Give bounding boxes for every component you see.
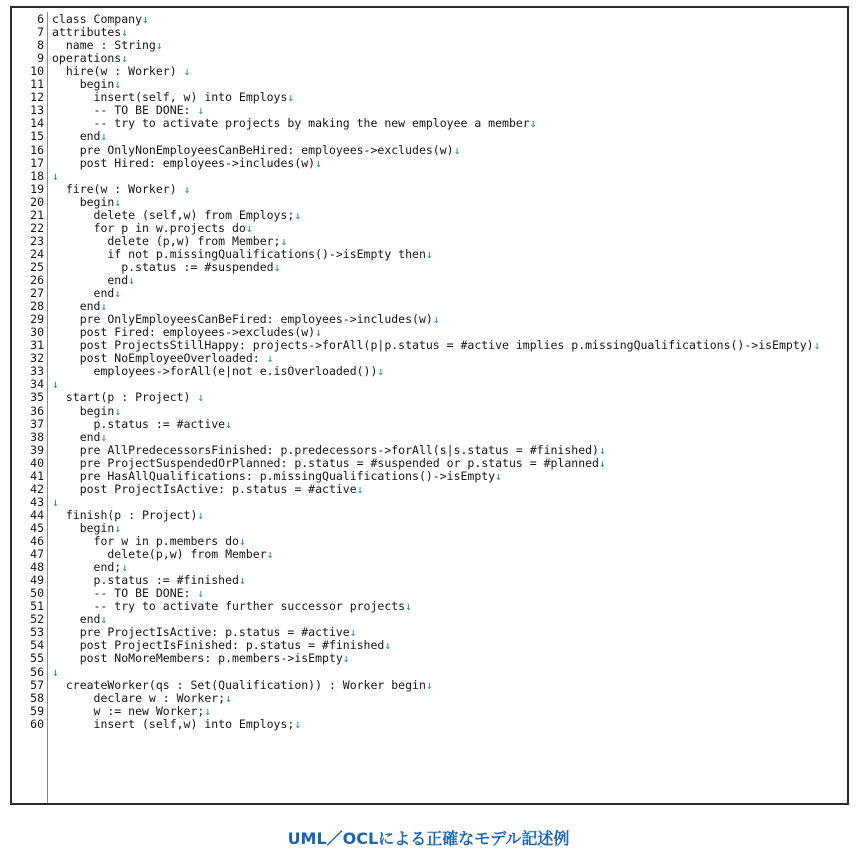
code-text xyxy=(52,90,294,104)
newline-marker-icon: ↓ xyxy=(813,338,821,353)
line-number: 11 xyxy=(30,77,44,92)
code-content: declare w : Worker; xyxy=(52,690,226,705)
code-text xyxy=(52,651,350,665)
line-number: 15 xyxy=(30,129,44,144)
line-number: 45 xyxy=(30,520,44,535)
newline-marker-icon: ↓ xyxy=(453,142,461,157)
code-content: pre HasAllQualifications: p.missingQualifications()->isEmpty xyxy=(52,468,496,483)
code-text xyxy=(52,38,163,52)
code-text xyxy=(52,273,135,287)
line-number: 39 xyxy=(30,442,44,457)
newline-marker-icon: ↓ xyxy=(245,220,253,235)
code-content: employees->forAll(e|not e.isOverloaded()) xyxy=(52,364,378,379)
code-content: start(p : Project) xyxy=(52,390,198,405)
line-number: 26 xyxy=(30,273,44,287)
code-content: -- try to activate further successor projects xyxy=(52,599,406,614)
line-number: 7 xyxy=(37,25,44,40)
line-number: 41 xyxy=(30,468,44,483)
line-number: 49 xyxy=(30,573,44,588)
code-content: p.status := #finished xyxy=(52,573,239,588)
code-content: end xyxy=(52,286,115,301)
code-text xyxy=(52,586,204,600)
code-text xyxy=(52,116,537,130)
newline-marker-icon: ↓ xyxy=(100,299,108,314)
line-number: 10 xyxy=(30,64,44,79)
code-text xyxy=(52,103,204,117)
code-text xyxy=(52,599,412,613)
line-number: 44 xyxy=(30,507,44,522)
line-number: 55 xyxy=(30,651,44,666)
newline-marker-icon: ↓ xyxy=(52,494,59,509)
code-text xyxy=(52,612,107,626)
code-text xyxy=(52,169,59,183)
newline-marker-icon: ↓ xyxy=(238,573,246,588)
line-number: 16 xyxy=(30,142,44,157)
code-text xyxy=(52,638,391,652)
code-text xyxy=(52,221,253,235)
newline-marker-icon: ↓ xyxy=(425,246,433,261)
newline-marker-icon: ↓ xyxy=(432,312,440,327)
code-text xyxy=(52,312,440,326)
newline-marker-icon: ↓ xyxy=(294,716,302,731)
newline-marker-icon: ↓ xyxy=(183,64,191,79)
code-text xyxy=(52,482,364,496)
line-number: 37 xyxy=(30,416,44,431)
code-text xyxy=(52,625,357,639)
line-number: 25 xyxy=(30,259,44,274)
code-content: pre AllPredecessorsFinished: p.predecessors->forAll(s|s.status = #finished) xyxy=(52,442,599,457)
newline-marker-icon: ↓ xyxy=(356,481,364,496)
code-text xyxy=(52,417,232,431)
code-text xyxy=(52,195,121,209)
newline-marker-icon: ↓ xyxy=(197,586,205,601)
code-content: post ProjectsStillHappy: projects->forAll(p|p.status = #active implies p.missingQualifications()->isEmpty) xyxy=(52,338,814,353)
newline-marker-icon: ↓ xyxy=(197,390,205,405)
newline-marker-icon: ↓ xyxy=(142,12,149,26)
newline-marker-icon: ↓ xyxy=(598,442,606,457)
code-text xyxy=(52,469,502,483)
line-number: 34 xyxy=(30,377,44,392)
code-content: end xyxy=(52,612,101,627)
code-content: insert(self, w) into Employs xyxy=(52,90,288,105)
code-content: delete(p,w) from Member xyxy=(52,547,267,562)
code-content: attributes xyxy=(52,25,122,40)
code-content: post NoMoreMembers: p.members->isEmpty xyxy=(52,651,343,666)
code-editor[interactable] xyxy=(10,6,849,805)
code-content: -- TO BE DONE: xyxy=(52,103,198,118)
line-number: 51 xyxy=(30,599,44,614)
code-content: if not p.missingQualifications()->isEmpty then xyxy=(52,246,426,261)
newline-marker-icon: ↓ xyxy=(114,403,122,418)
line-number: 12 xyxy=(30,90,44,105)
line-number: 30 xyxy=(30,325,44,340)
newline-marker-icon: ↓ xyxy=(204,703,212,718)
line-number: 33 xyxy=(30,364,44,379)
line-number: 43 xyxy=(30,494,44,509)
line-number: 18 xyxy=(30,168,44,183)
code-content: end xyxy=(52,273,129,287)
figure-caption: UML／OCLによる正確なモデル記述例 xyxy=(287,829,570,848)
code-content: post NoEmployeeOverloaded: xyxy=(52,351,267,366)
line-number: 9 xyxy=(37,51,44,66)
code-text xyxy=(52,247,433,261)
code-content: class Company xyxy=(52,12,143,26)
line-number: 27 xyxy=(30,286,44,301)
code-text xyxy=(52,64,191,78)
line-number: 24 xyxy=(30,246,44,261)
newline-marker-icon: ↓ xyxy=(266,351,274,366)
code-text xyxy=(52,443,606,457)
line-number: 59 xyxy=(30,703,44,718)
code-content: begin xyxy=(52,403,115,418)
code-content: end xyxy=(52,429,101,444)
code-text xyxy=(52,678,433,692)
code-text xyxy=(52,547,274,561)
newline-marker-icon: ↓ xyxy=(121,25,129,40)
code-text xyxy=(52,77,121,91)
code-content: insert (self,w) into Employs; xyxy=(52,716,295,731)
code-content: begin xyxy=(52,77,115,92)
newline-marker-icon: ↓ xyxy=(495,468,503,483)
code-text xyxy=(52,430,107,444)
newline-marker-icon: ↓ xyxy=(100,429,108,444)
line-number: 38 xyxy=(30,429,44,444)
code-content: finish(p : Project) xyxy=(52,507,198,522)
newline-marker-icon: ↓ xyxy=(52,664,59,679)
code-text xyxy=(52,377,59,391)
line-number: 57 xyxy=(30,677,44,692)
code-content: for w in p.members do xyxy=(52,534,239,548)
line-number: 17 xyxy=(30,155,44,170)
line-number: 54 xyxy=(30,638,44,653)
newline-marker-icon: ↓ xyxy=(225,416,233,431)
newline-marker-icon: ↓ xyxy=(405,599,413,614)
code-content: pre ProjectSuspendedOrPlanned: p.status = #suspended or p.status = #planned xyxy=(52,455,599,470)
newline-marker-icon: ↓ xyxy=(377,364,385,379)
line-number: 29 xyxy=(30,312,44,327)
code-content: pre OnlyEmployeesCanBeFired: employees->includes(w) xyxy=(52,312,433,327)
line-number: 13 xyxy=(30,103,44,118)
code-text xyxy=(52,260,281,274)
code-content: w := new Worker; xyxy=(52,703,205,718)
code-text xyxy=(52,286,121,300)
code-content: operations xyxy=(52,51,122,66)
code-content: name : String xyxy=(52,38,156,53)
line-number: 31 xyxy=(30,338,44,353)
code-text xyxy=(52,182,191,196)
code-text xyxy=(52,364,384,378)
code-content: for p in w.projects do xyxy=(52,220,246,235)
newline-marker-icon: ↓ xyxy=(100,612,108,627)
line-number: 22 xyxy=(30,220,44,235)
code-text xyxy=(52,534,246,548)
newline-marker-icon: ↓ xyxy=(294,207,302,222)
code-text xyxy=(52,299,107,313)
line-number: 60 xyxy=(30,716,44,731)
line-number: 20 xyxy=(30,194,44,209)
code-text xyxy=(52,521,121,535)
line-number: 42 xyxy=(30,481,44,496)
line-number: 21 xyxy=(30,207,44,222)
line-number: 36 xyxy=(30,403,44,418)
code-text xyxy=(52,717,301,731)
line-number: 32 xyxy=(30,351,44,366)
line-number: 14 xyxy=(30,116,44,131)
code-text xyxy=(52,691,232,705)
code-text xyxy=(52,573,246,587)
newline-marker-icon: ↓ xyxy=(342,651,350,666)
code-text xyxy=(52,234,287,248)
newline-marker-icon: ↓ xyxy=(529,116,537,131)
code-text xyxy=(52,338,821,352)
newline-marker-icon: ↓ xyxy=(238,534,246,548)
code-content: p.status := #suspended xyxy=(52,259,274,274)
newline-marker-icon: ↓ xyxy=(225,690,233,705)
line-number: 48 xyxy=(30,560,44,575)
code-text xyxy=(52,143,461,157)
newline-marker-icon: ↓ xyxy=(121,560,129,575)
newline-marker-icon: ↓ xyxy=(121,51,129,66)
code-text xyxy=(52,351,274,365)
code-text xyxy=(52,12,149,26)
line-number: 53 xyxy=(30,625,44,640)
newline-marker-icon: ↓ xyxy=(52,377,59,392)
newline-marker-icon: ↓ xyxy=(425,677,433,692)
code-content: -- try to activate projects by making the new employee a member xyxy=(52,116,530,131)
newline-marker-icon: ↓ xyxy=(315,325,323,340)
newline-marker-icon: ↓ xyxy=(100,129,108,144)
code-text xyxy=(52,25,128,39)
code-content: end xyxy=(52,129,101,144)
newline-marker-icon: ↓ xyxy=(266,547,274,562)
code-content: end; xyxy=(52,560,122,575)
line-number: 40 xyxy=(30,455,44,470)
code-content: pre OnlyNonEmployeesCanBeHired: employees->excludes(w) xyxy=(52,142,454,157)
newline-marker-icon: ↓ xyxy=(197,103,205,118)
code-text xyxy=(52,508,204,522)
code-text xyxy=(52,456,606,470)
code-text xyxy=(52,665,59,679)
line-number: 28 xyxy=(30,299,44,314)
code-content: post Hired: employees->includes(w) xyxy=(52,155,316,170)
line-number: 58 xyxy=(30,690,44,705)
line-number: 46 xyxy=(30,534,44,548)
code-content: begin xyxy=(52,520,115,535)
code-content: post ProjectIsFinished: p.status = #finished xyxy=(52,638,385,653)
newline-marker-icon: ↓ xyxy=(155,38,163,53)
line-number: 56 xyxy=(30,664,44,679)
line-number: 6 xyxy=(37,12,44,26)
newline-marker-icon: ↓ xyxy=(52,168,59,183)
code-content: post Fired: employees->excludes(w) xyxy=(52,325,316,340)
code-text xyxy=(52,325,322,339)
code-content: createWorker(qs : Set(Qualification)) : Worker begin xyxy=(52,677,426,692)
code-content: hire(w : Worker) xyxy=(52,64,184,79)
code-text xyxy=(52,129,107,143)
code-content: fire(w : Worker) xyxy=(52,181,184,196)
line-number: 50 xyxy=(30,586,44,601)
code-content: p.status := #active xyxy=(52,416,226,431)
line-number: 35 xyxy=(30,390,44,405)
code-text xyxy=(52,560,128,574)
code-text xyxy=(52,156,322,170)
line-number: 47 xyxy=(30,547,44,562)
newline-marker-icon: ↓ xyxy=(183,181,191,196)
code-text xyxy=(52,704,211,718)
code-text xyxy=(52,495,59,509)
newline-marker-icon: ↓ xyxy=(287,90,295,105)
line-number: 52 xyxy=(30,612,44,627)
newline-marker-icon: ↓ xyxy=(114,194,122,209)
line-number: 8 xyxy=(37,38,44,53)
newline-marker-icon: ↓ xyxy=(114,77,122,92)
code-content: delete (p,w) from Member; xyxy=(52,233,281,248)
code-content: post ProjectIsActive: p.status = #active xyxy=(52,481,357,496)
code-text xyxy=(52,390,204,404)
newline-marker-icon: ↓ xyxy=(114,520,122,535)
code-content: begin xyxy=(52,194,115,209)
newline-marker-icon: ↓ xyxy=(197,507,205,522)
code-content: -- TO BE DONE: xyxy=(52,586,198,601)
newline-marker-icon: ↓ xyxy=(128,273,136,287)
newline-marker-icon: ↓ xyxy=(598,455,606,470)
code-content: end xyxy=(52,299,101,314)
newline-marker-icon: ↓ xyxy=(280,233,288,248)
code-text xyxy=(52,51,128,65)
newline-marker-icon: ↓ xyxy=(349,625,357,640)
code-text xyxy=(52,208,301,222)
code-text xyxy=(52,404,121,418)
line-number: 19 xyxy=(30,181,44,196)
newline-marker-icon: ↓ xyxy=(384,638,392,653)
newline-marker-icon: ↓ xyxy=(273,259,281,274)
newline-marker-icon: ↓ xyxy=(315,155,323,170)
code-content: delete (self,w) from Employs; xyxy=(52,207,295,222)
line-number: 23 xyxy=(30,233,44,248)
newline-marker-icon: ↓ xyxy=(114,286,122,301)
code-content: pre ProjectIsActive: p.status = #active xyxy=(52,625,350,640)
